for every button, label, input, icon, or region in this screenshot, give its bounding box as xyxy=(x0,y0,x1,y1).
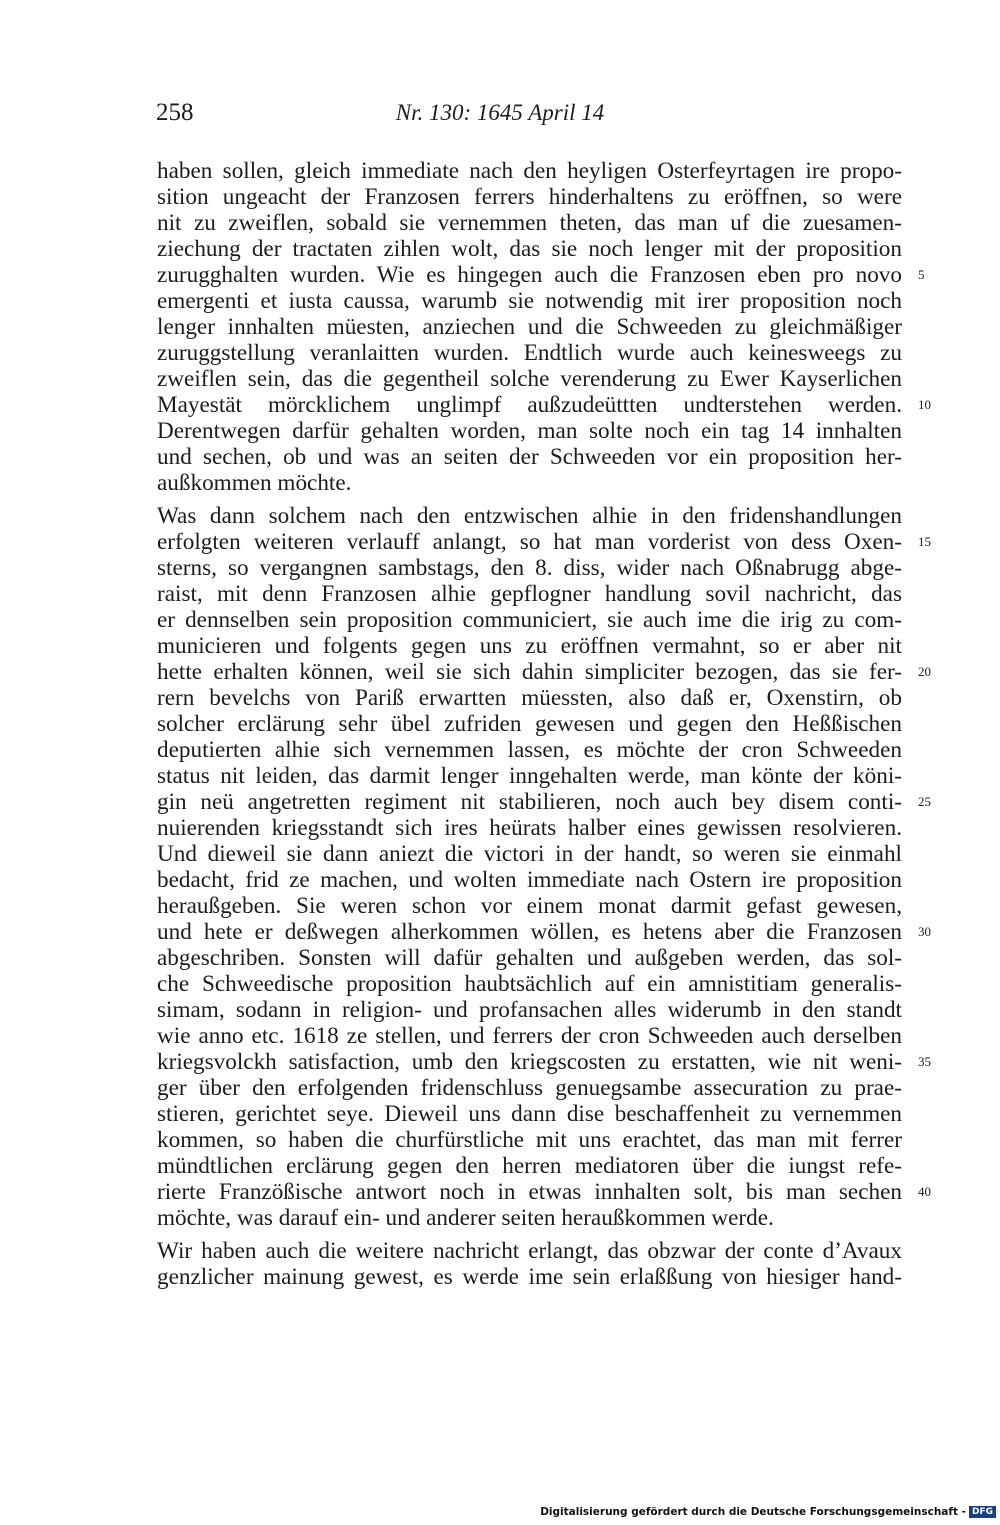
line-number: 10 xyxy=(918,397,931,412)
text-line: er dennselben sein proposition communiciert, sie auch ime die irig zu com- xyxy=(157,607,902,633)
line-number: 40 xyxy=(918,1184,931,1199)
text-line: nit zu zweiflen, sobald sie vernemmen theten, das man uf die zuesamen- xyxy=(157,210,902,236)
text-line: municieren und folgents gegen uns zu eröffnen vermahnt, so er aber nit xyxy=(157,633,902,659)
text-line: ziechung der tractaten zihlen wolt, das sie noch lenger mit der proposition xyxy=(157,236,902,262)
text-line: bedacht, frid ze machen, und wolten immediate nach Ostern ire proposition xyxy=(157,867,902,893)
text-line: simam, sodann in religion- und profansachen alles widerumb in den standt xyxy=(157,997,902,1023)
line-number: 5 xyxy=(918,267,925,282)
line-number: 15 xyxy=(918,534,931,549)
text-line: raist, mit denn Franzosen alhie gepflogner handlung sovil nachricht, das xyxy=(157,581,902,607)
text-line: kommen, so haben die churfürstliche mit uns erachtet, das man mit ferrer xyxy=(157,1127,902,1153)
running-head: Nr. 130: 1645 April 14 xyxy=(395,100,605,125)
text-line: stieren, gerichtet seye. Dieweil uns dann dise beschaffenheit zu vernemmen xyxy=(157,1101,902,1127)
text-line: che Schweedische proposition haubtsächlich auf ein amnistitiam generalis- xyxy=(157,971,902,997)
text-line: sterns, so vergangnen sambstags, den 8. diss, wider nach Oßnabrugg abge- xyxy=(157,555,902,581)
line-number: 35 xyxy=(918,1054,931,1069)
text-line: heraußgeben. Sie weren schon vor einem monat darmit gefast gewesen, xyxy=(157,893,902,919)
text-line: genzlicher mainung gewest, es werde ime sein erlaßßung von hiesiger hand- xyxy=(157,1264,902,1290)
text-line: status nit leiden, das darmit lenger inngehalten werde, man könte der köni- xyxy=(157,763,902,789)
text-line: deputierten alhie sich vernemmen lassen, es möchte der cron Schweeden xyxy=(157,737,902,763)
text-line: Mayestät mörcklichem unglimpf außzudeüttten undterstehen werden. xyxy=(157,392,902,418)
text-line: zuruggstellung veranlaitten wurden. Endtlich wurde auch keinesweegs zu xyxy=(157,340,902,366)
text-line: und sechen, ob und was an seiten der Schweeden vor ein proposition her- xyxy=(157,444,902,470)
text-line: möchte, was darauf ein- und anderer seiten heraußkommen werde. xyxy=(157,1205,774,1231)
digitization-credit xyxy=(540,1505,996,1519)
text-line: Und dieweil sie dann aniezt die victori in der handt, so weren sie einmahl xyxy=(157,841,902,867)
line-number: 25 xyxy=(918,794,931,809)
text-line: emergenti et iusta caussa, warumb sie notwendig mit irer proposition noch xyxy=(157,288,902,314)
text-line: nuierenden kriegsstandt sich ires heürats halber eines gewissen resolvieren. xyxy=(157,815,902,841)
text-line: Derentwegen darfür gehalten worden, man solte noch ein tag 14 innhalten xyxy=(157,418,902,444)
text-line: Was dann solchem nach den entzwischen alhie in den fridenshandlungen xyxy=(157,503,902,529)
text-line: gin neü angetretten regiment nit stabilieren, noch auch bey disem conti- xyxy=(157,789,902,815)
dfg-logo: DFG xyxy=(969,1506,996,1518)
text-line: ger über den erfolgenden fridenschluss genuegsambe assecuration zu prae- xyxy=(157,1075,902,1101)
text-line: rierte Franzößische antwort noch in etwas innhalten solt, bis man sechen xyxy=(157,1179,902,1205)
text-line: solcher erclärung sehr übel zufriden gewesen und gegen den Heßßischen xyxy=(157,711,902,737)
text-line: sition ungeacht der Franzosen ferrers hinderhaltens zu eröffnen, so were xyxy=(157,184,902,210)
text-line: kriegsvolckh satisfaction, umb den kriegscosten zu erstatten, wie nit weni- xyxy=(157,1049,902,1075)
text-line: Wir haben auch die weitere nachricht erlangt, das obzwar der conte d’Avaux xyxy=(157,1238,902,1264)
page-number: 258 xyxy=(156,99,194,126)
text-line: haben sollen, gleich immediate nach den heyligen Osterfeyrtagen ire propo- xyxy=(157,158,902,184)
text-line: mündtlichen erclärung gegen den herren mediatoren über die iungst refe- xyxy=(157,1153,902,1179)
text-line: wie anno etc. 1618 ze stellen, und ferrers der cron Schweeden auch derselben xyxy=(157,1023,902,1049)
line-number: 20 xyxy=(918,664,931,679)
credit-text: Digitalisierung gefördert durch die Deutsche Forschungsgemeinschaft - xyxy=(540,1506,966,1518)
text-line: zurugghalten wurden. Wie es hingegen auch die Franzosen eben pro novo xyxy=(157,262,902,288)
text-line: abgeschriben. Sonsten will dafür gehalten und außgeben werden, das sol- xyxy=(157,945,902,971)
text-line: erfolgten weiteren verlauff anlangt, so hat man vorderist von dess Oxen- xyxy=(157,529,902,555)
text-line: zweiflen sein, das die gegentheil solche verenderung zu Ewer Kayserlichen xyxy=(157,366,902,392)
text-line: lenger innhalten müesten, anziechen und die Schweeden zu gleichmäßiger xyxy=(157,314,902,340)
text-line: außkommen möchte. xyxy=(157,470,352,496)
text-line: und hete er deßwegen alherkommen wöllen, es hetens aber die Franzosen xyxy=(157,919,902,945)
line-number: 30 xyxy=(918,924,931,939)
text-line: hette erhalten können, weil sie sich dahin simpliciter bezogen, das sie fer- xyxy=(157,659,902,685)
text-line: rern bevelchs von Pariß erwartten müessten, also daß er, Oxenstirn, ob xyxy=(157,685,902,711)
